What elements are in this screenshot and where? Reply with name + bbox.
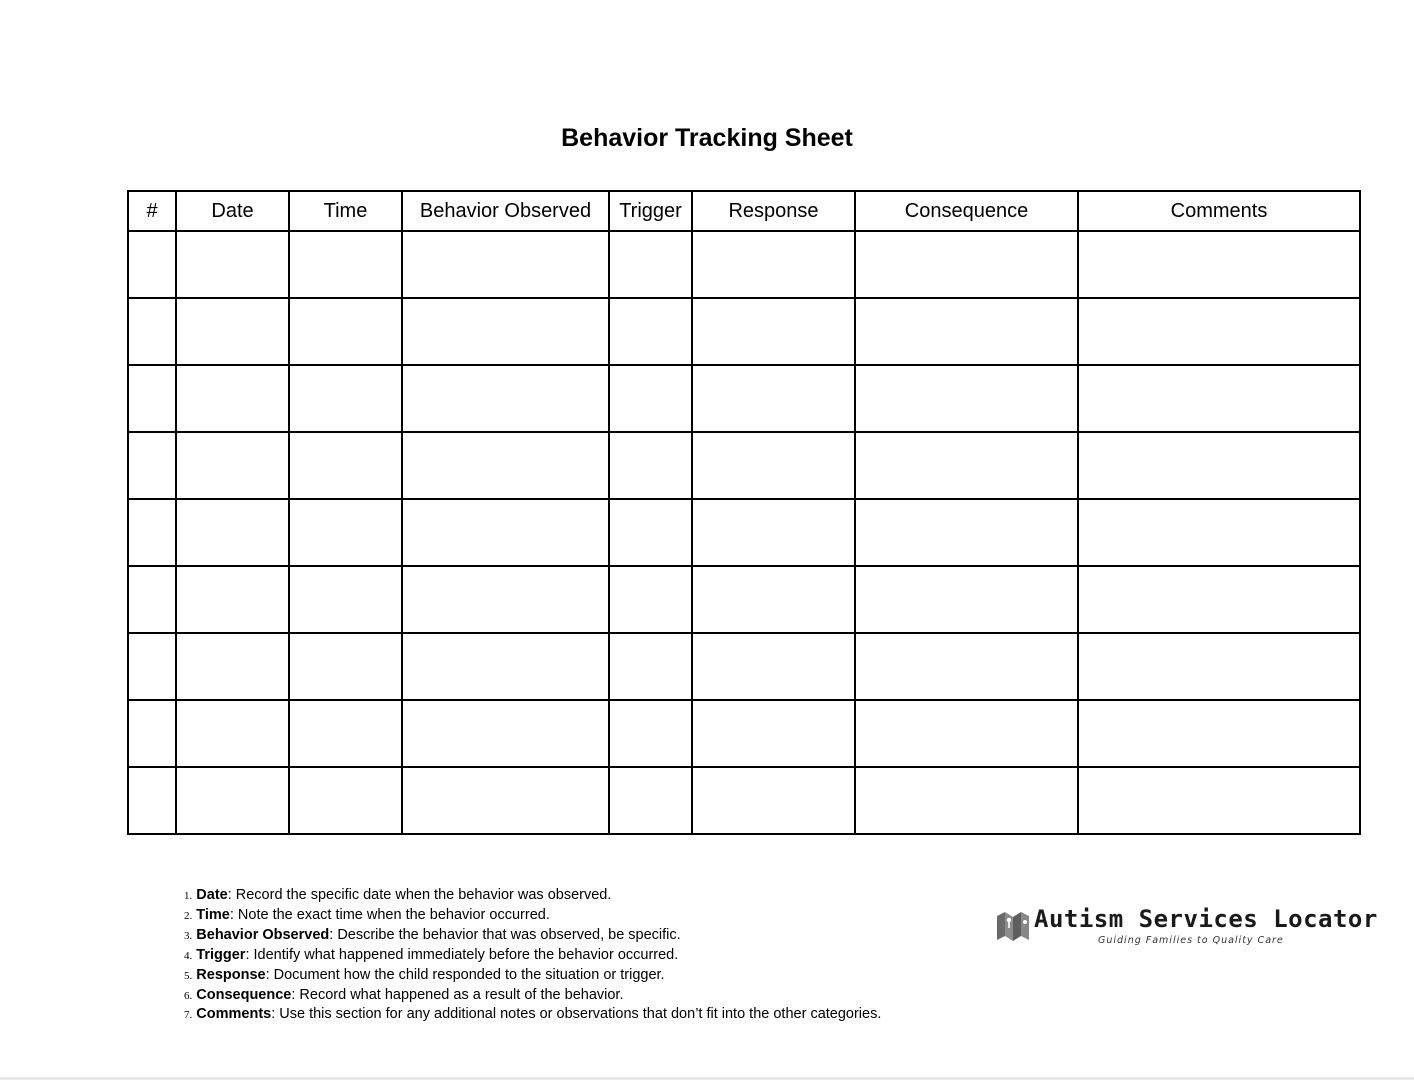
field-instructions-list: [184, 886, 881, 1025]
table-cell: [128, 432, 176, 499]
column-header-date: Date: [176, 191, 289, 231]
table-cell: [1078, 231, 1360, 298]
instruction-term: Time: [196, 906, 230, 923]
table-row: [128, 499, 1360, 566]
table-cell: [855, 566, 1078, 633]
table-cell: [402, 700, 609, 767]
table-cell: [402, 633, 609, 700]
table-header-row: [128, 191, 1360, 231]
column-header-behavior-observed: Behavior Observed: [402, 191, 609, 231]
table-cell: [402, 231, 609, 298]
instruction-number: 1.: [184, 890, 193, 902]
instruction-text: : Use this section for any additional notes or observations that don’t fit into the other categories.: [271, 1006, 882, 1023]
table-cell: [289, 499, 402, 566]
table-cell: [128, 365, 176, 432]
instruction-item: [184, 906, 881, 926]
instruction-term: Trigger: [196, 946, 246, 963]
column-header-time: Time: [289, 191, 402, 231]
table-cell: [176, 231, 289, 298]
instruction-text: : Identify what happened immediately before the behavior occurred.: [245, 946, 679, 963]
instruction-term: Response: [196, 966, 266, 983]
table-cell: [128, 767, 176, 834]
table-cell: [176, 566, 289, 633]
table-cell: [176, 700, 289, 767]
table-cell: [289, 432, 402, 499]
logo-tagline: Guiding Families to Quality Care: [1098, 935, 1284, 946]
table-row: [128, 365, 1360, 432]
page-title: Behavior Tracking Sheet: [561, 124, 853, 152]
table-cell: [1078, 566, 1360, 633]
instruction-term: Behavior Observed: [196, 926, 330, 943]
table-cell: [609, 298, 692, 365]
table-cell: [176, 499, 289, 566]
instruction-text: : Note the exact time when the behavior occurred.: [229, 906, 550, 923]
table-cell: [128, 566, 176, 633]
table-cell: [402, 566, 609, 633]
table-cell: [128, 499, 176, 566]
table-cell: [176, 432, 289, 499]
table-cell: [609, 432, 692, 499]
instruction-item: [184, 966, 881, 986]
table-cell: [289, 767, 402, 834]
table-cell: [176, 365, 289, 432]
logo-name: Autism Services Locator: [1034, 905, 1378, 933]
table-cell: [176, 633, 289, 700]
table-cell: [855, 432, 1078, 499]
table-cell: [855, 767, 1078, 834]
instruction-item: [184, 986, 881, 1006]
column-header-comments: Comments: [1078, 191, 1360, 231]
table-cell: [128, 231, 176, 298]
table-cell: [289, 298, 402, 365]
column-header-trigger: Trigger: [609, 191, 692, 231]
table-cell: [1078, 365, 1360, 432]
instruction-text: : Record what happened as a result of the behavior.: [291, 986, 624, 1003]
table-cell: [609, 231, 692, 298]
table-cell: [176, 767, 289, 834]
table-cell: [692, 499, 855, 566]
table-cell: [855, 231, 1078, 298]
instruction-item: [184, 946, 881, 966]
table-cell: [402, 365, 609, 432]
table-cell: [289, 633, 402, 700]
table-cell: [402, 499, 609, 566]
table-cell: [609, 566, 692, 633]
behavior-tracking-table: [127, 190, 1361, 835]
table-cell: [855, 298, 1078, 365]
table-cell: [402, 767, 609, 834]
table-cell: [1078, 700, 1360, 767]
table-cell: [402, 432, 609, 499]
table-row: [128, 633, 1360, 700]
instruction-item: [184, 886, 881, 906]
table-cell: [692, 365, 855, 432]
table-cell: [855, 700, 1078, 767]
table-row: [128, 432, 1360, 499]
instruction-text: : Document how the child responded to the situation or trigger.: [265, 966, 665, 983]
instruction-term: Date: [196, 887, 228, 903]
table-cell: [1078, 767, 1360, 834]
table-row: [128, 700, 1360, 767]
instruction-text: : Record the specific date when the behavior was observed.: [227, 887, 612, 903]
table-cell: [289, 231, 402, 298]
table-body: [128, 231, 1360, 834]
table-cell: [692, 231, 855, 298]
autism-services-locator-logo: [996, 904, 1378, 950]
table-cell: [855, 499, 1078, 566]
table-cell: [609, 633, 692, 700]
table-cell: [609, 767, 692, 834]
table-cell: [855, 365, 1078, 432]
table-cell: [692, 432, 855, 499]
column-header-response: Response: [692, 191, 855, 231]
table-cell: [128, 298, 176, 365]
table-cell: [176, 298, 289, 365]
table-cell: [609, 365, 692, 432]
table-row: [128, 566, 1360, 633]
instruction-number: 2.: [184, 909, 193, 922]
table-cell: [128, 700, 176, 767]
table-cell: [692, 767, 855, 834]
instruction-text: : Describe the behavior that was observed, be specific.: [329, 926, 681, 943]
instruction-number: 7.: [184, 1009, 193, 1022]
table-row: [128, 298, 1360, 365]
table-cell: [692, 566, 855, 633]
instruction-term: Consequence: [196, 986, 292, 1003]
table-cell: [289, 700, 402, 767]
table-cell: [289, 566, 402, 633]
table-cell: [692, 298, 855, 365]
instruction-number: 4.: [184, 949, 193, 962]
table-row: [128, 231, 1360, 298]
folded-map-icon: [996, 910, 1030, 942]
table-cell: [1078, 298, 1360, 365]
column-header-number: #: [128, 191, 176, 231]
table-cell: [1078, 499, 1360, 566]
table-cell: [609, 499, 692, 566]
table-cell: [1078, 633, 1360, 700]
table-row: [128, 767, 1360, 834]
instruction-number: 3.: [184, 929, 193, 942]
instruction-item: [184, 1005, 881, 1025]
table-cell: [692, 700, 855, 767]
instruction-item: [184, 926, 881, 946]
table-cell: [609, 700, 692, 767]
table-cell: [402, 298, 609, 365]
instruction-term: Comments: [196, 1006, 272, 1023]
table-cell: [128, 633, 176, 700]
instruction-number: 6.: [184, 989, 193, 1002]
table-cell: [692, 633, 855, 700]
column-header-consequence: Consequence: [855, 191, 1078, 231]
table-cell: [855, 633, 1078, 700]
table-cell: [1078, 432, 1360, 499]
table-cell: [289, 365, 402, 432]
instruction-number: 5.: [184, 969, 193, 982]
